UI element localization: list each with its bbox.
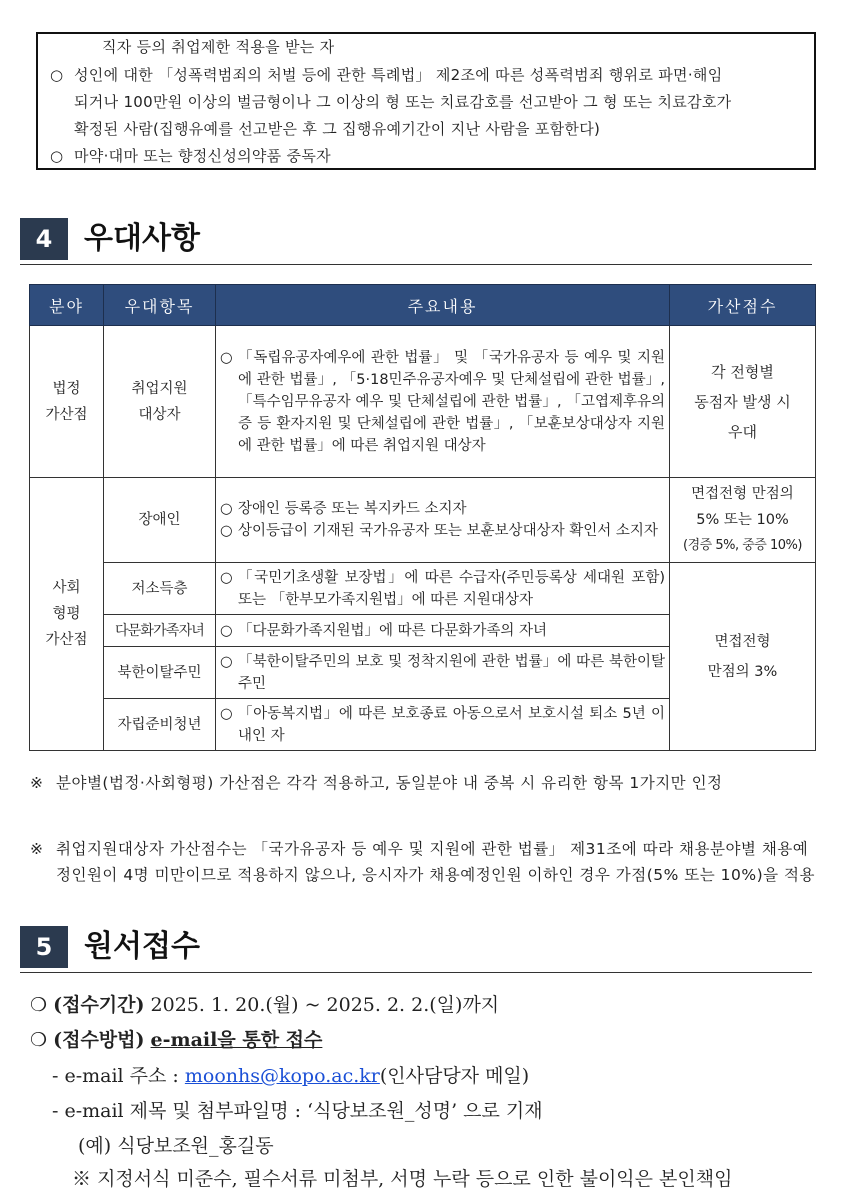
method-line — [30, 1025, 322, 1052]
warning-mark: ※ — [72, 1168, 92, 1190]
bullet-circle: ○ — [220, 569, 233, 586]
content-cell — [216, 478, 670, 563]
points-legal: 각 전형별 동점자 발생 시 우대 — [670, 326, 816, 478]
bullet-circle: ○ — [220, 349, 233, 366]
content-cell — [216, 647, 670, 699]
points-line: (경증 5%, 중증 10%) — [683, 538, 802, 553]
item-disabled: 장애인 — [104, 478, 216, 563]
bullet-circle: ○ — [220, 523, 233, 539]
content-cell — [216, 563, 670, 615]
content-cell — [216, 615, 670, 647]
item-low-income: 저소득층 — [104, 563, 216, 615]
box-line-1: 직자 등의 취업제한 적용을 받는 자 — [102, 38, 335, 56]
item-defector: 북한이탈주민 — [104, 647, 216, 699]
period-value: 2025. 1. 20.(월) ~ 2025. 2. 2.(일)까지 — [144, 994, 500, 1016]
points-disabled — [670, 478, 816, 563]
bullet-circle: ○ — [220, 653, 233, 670]
table-header-row — [30, 285, 816, 326]
content-cell — [216, 326, 670, 478]
note-mark: ※ — [30, 774, 44, 792]
box-item1-line3: 확정된 사람(집행유예를 선고받은 후 그 집행유예기간이 지난 사람을 포함한다) — [74, 120, 601, 138]
header-item: 우대항목 — [104, 285, 216, 326]
points-line: 면접전형 만점의 — [691, 486, 794, 502]
email-suffix: (인사담당자 메일) — [379, 1065, 530, 1087]
method-value: e-mail을 통한 접수 — [150, 1029, 323, 1051]
dash: - — [52, 1100, 59, 1122]
preference-table — [29, 284, 816, 751]
note-2 — [30, 836, 820, 888]
period-label: (접수기간) — [53, 994, 145, 1016]
section-5-header — [20, 924, 812, 973]
subject-text: e-mail 제목 및 첨부파일명 : ‘식당보조원_성명’ 으로 기재 — [64, 1100, 543, 1122]
bullet-circle: ❍ — [30, 1029, 48, 1051]
content-text: 「아동복지법」에 따른 보호종료 아동으로서 보호시설 퇴소 5년 이내인 자 — [238, 705, 665, 744]
bullet-circle: ○ — [220, 705, 233, 722]
content-text: 「독립유공자예우에 관한 법률」 및 「국가유공자 등 예우 및 지원에 관한 법률」, 「5·18민주유공자예우 및 단체설립에 관한 법률」, 「특수임무유공자 예우 및 단체설립에 관한 법률」, 「고엽제후유의증 등 환자지원 및 단체설립에 관한 법률」, 「보훈보상대상자 지원에 관한 법률」에 따른 취업지원 대상자 — [238, 349, 665, 454]
email-label: e-mail 주소 : — [64, 1065, 185, 1087]
dash: - — [52, 1065, 59, 1087]
note-1 — [30, 770, 820, 796]
box-item1-line2: 되거나 100만원 이상의 벌금형이나 그 이상의 형 또는 치료감호를 선고받아 그 형 또는 치료감호가 — [74, 93, 732, 111]
bullet-circle: ○ — [50, 66, 64, 84]
section-title: 원서접수 — [84, 929, 200, 964]
bullet-circle: ○ — [50, 147, 64, 165]
note-text: 분야별(법정·사회형평) 가산점은 각각 적용하고, 동일분야 내 중복 시 유리한 항목 1가지만 인정 — [56, 774, 723, 792]
ineligibility-box — [36, 32, 816, 170]
item-employment-support: 취업지원 대상자 — [104, 326, 216, 478]
warning-line — [72, 1164, 732, 1191]
content-text: 「국민기초생활 보장법」에 따른 수급자(주민등록상 세대원 포함) 또는 「한부모가족지원법」에 따른 지원대상자 — [238, 569, 665, 608]
item-youth: 자립준비청년 — [104, 699, 216, 751]
content-text: 「북한이탈주민의 보호 및 정착지원에 관한 법률」에 따른 북한이탈주민 — [238, 653, 665, 692]
section-title: 우대사항 — [84, 221, 200, 256]
header-content: 주요내용 — [216, 285, 670, 326]
section-4-header — [20, 216, 812, 265]
bullet-circle: ❍ — [30, 994, 48, 1016]
field-legal: 법정 가산점 — [30, 326, 104, 478]
table-row — [30, 478, 816, 563]
content-text: 「다문화가족지원법」에 따른 다문화가족의 자녀 — [238, 622, 547, 639]
table-row — [30, 326, 816, 478]
content-text: 상이등급이 기재된 국가유공자 또는 보훈보상대상자 확인서 소지자 — [238, 523, 658, 539]
table-row — [30, 563, 816, 615]
note-text: 취업지원대상자 가산점수는 「국가유공자 등 예우 및 지원에 관한 법률」 제31조에 따라 채용분야별 채용예정인원이 4명 미만이므로 적용하지 않으나, 응시자가 채용예정인원 이하인 경우 가점(5% 또는 10%)을 적용 — [56, 840, 815, 884]
points-shared: 면접전형 만점의 3% — [670, 563, 816, 751]
bullet-circle: ○ — [220, 622, 233, 639]
example-line: (예) 식당보조원_홍길동 — [78, 1135, 274, 1157]
header-points: 가산점수 — [670, 285, 816, 326]
item-multicultural: 다문화가족자녀 — [104, 615, 216, 647]
content-text: 장애인 등록증 또는 복지카드 소지자 — [238, 501, 467, 517]
content-cell — [216, 699, 670, 751]
section-number: 4 — [20, 218, 68, 260]
section-number: 5 — [20, 926, 68, 968]
header-field: 분야 — [30, 285, 104, 326]
field-social: 사회 형평 가산점 — [30, 478, 104, 751]
box-item2: 마약·대마 또는 향정신성의약품 중독자 — [74, 147, 331, 165]
points-line: 5% 또는 10% — [696, 512, 789, 528]
email-line — [52, 1061, 529, 1088]
subject-line — [52, 1096, 543, 1123]
email-link[interactable]: moonhs@kopo.ac.kr — [184, 1065, 380, 1087]
note-mark: ※ — [30, 840, 44, 858]
warning-text: 지정서식 미준수, 필수서류 미첨부, 서명 누락 등으로 인한 불이익은 본인책임 — [97, 1168, 733, 1190]
box-item1-line1: 성인에 대한 「성폭력범죄의 처벌 등에 관한 특례법」 제2조에 따른 성폭력범죄 행위로 파면·해임 — [74, 66, 723, 84]
method-label: (접수방법) — [53, 1029, 145, 1051]
period-line — [30, 990, 499, 1017]
bullet-circle: ○ — [220, 501, 233, 517]
